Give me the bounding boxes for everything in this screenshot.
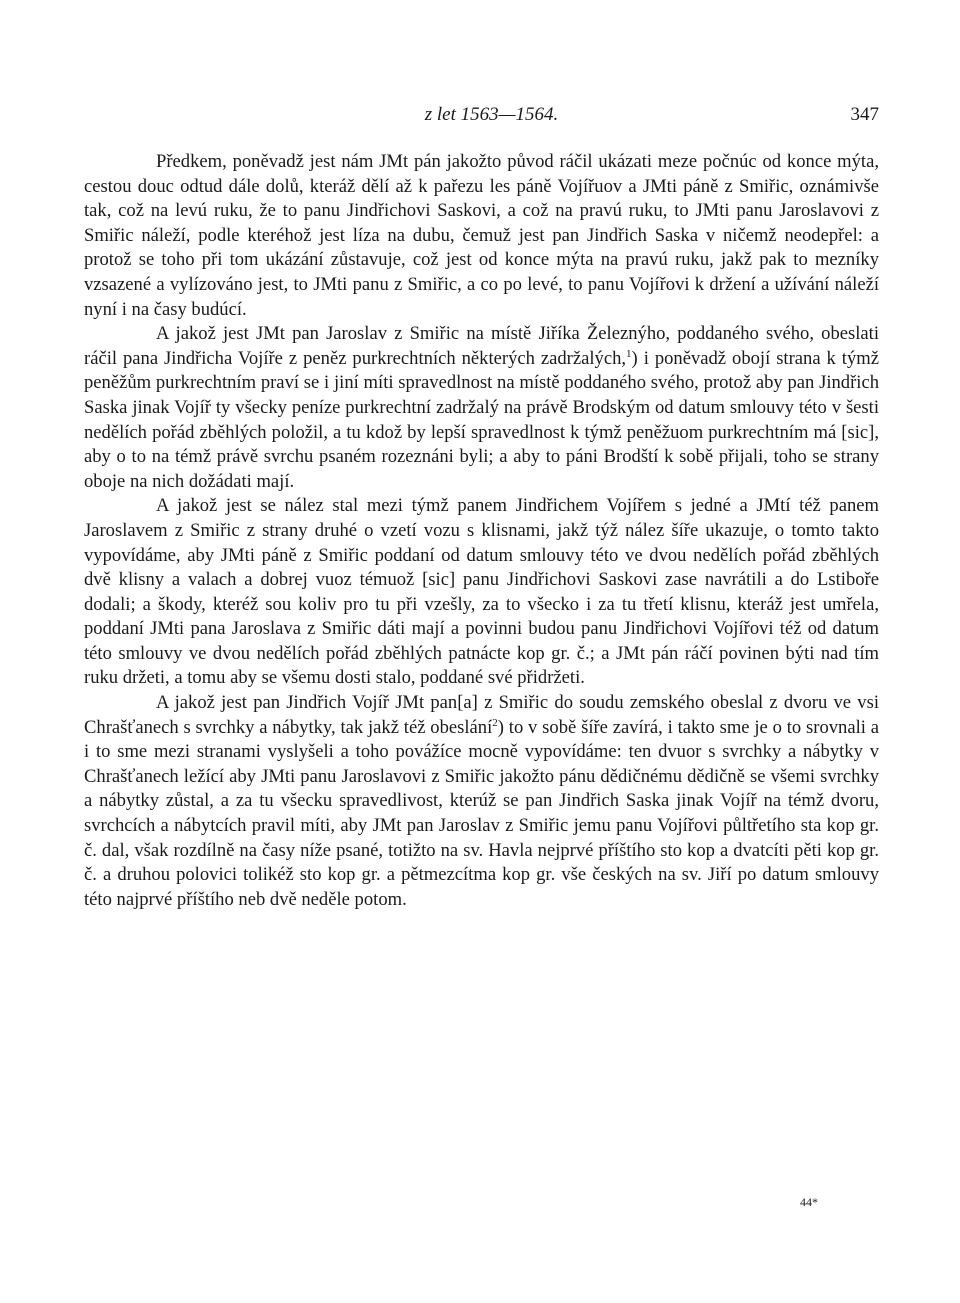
page-number: 347 [850,104,879,125]
paragraph-4-text-end: ) to v sobě šíře zavírá, i takto sme je o to srovnali a i to sme mezi stranami vyslyšeli a toho povážíce mocně vypovídáme: ten dvuor s svrchky a nábytky v Chrašťanech ležící aby JMti panu Jaroslavovi z Smiřic jakožto pánu dědičnému dědičně se všemi svrchky a nábytky zůstal, a za tu všecku spravedlivost, kterúž se pan Jindřich Saska jinak Vojíř na témž dvoru, svrchcích a nábytcích pravil míti, aby JMt pan Jaroslav z Smiřic jemu panu Vojířovi půltřetího sta kop gr. č. dal, však rozdílně na časy níže psané, totižto na sv. Havla nejprvé příštího sto kop a dvatcíti pěti kop gr. č. a druhou polovici tolikéž sto kop gr. a pětmezcítma kop gr. vše českých na sv. Jiří po datum smlouvy této najprvé příštího neb dvě neděle potom. [84,716,879,910]
paragraph-4-text-start: A jakož jest pan Jindřich Vojíř JMt pan[a] z Smiřic do soudu zemského obeslal z dvoru ve vsi Chrašťanech s svrchky a nábytky, tak jakž též obeslání [84,692,879,738]
running-title: z let 1563—1564. [424,104,559,125]
running-head [84,104,879,130]
paragraph-4 [84,691,879,912]
paragraph-2-text-end: ) i poněvadž obojí strana k týmž peněžům purkrechtním praví se i jiní míti spravedlnost na místě poddaného svého, protož aby pan Jindřich Saska jinak Vojíř ty všecky peníze purkrechtní zadržalý na právě Brodským od datum smlouvy této v šesti nedělích pořád zběhlých položil, a tu kdož by lepší spravedlnost k týmž peněžuom purkrechtním má [sic], aby o to na témž právě svrchu psaném rozeznáni byli; a aby to páni Brodští k sobě přijali, toho se strany oboje na nich dožádati mají. [84,347,879,492]
paragraph-2 [84,322,879,494]
signature-mark: 44* [800,1195,818,1209]
paragraph-3 [84,494,879,691]
paragraph-2-text-start: A jakož jest JMt pan Jaroslav z Smiřic na místě Jiříka Železnýho, poddaného svého, obeslati ráčil pana Jindřicha Vojíře z peněz purkrechtních některých zadržalých, [84,323,879,369]
body-text [84,150,879,912]
footnote-ref-1: 1 [626,347,632,360]
footnote-ref-2: 2 [492,716,498,729]
paragraph-1 [84,150,879,322]
paragraph-3-text: A jakož jest se nález stal mezi týmž panem Jindřichem Vojířem s jedné a JMtí též panem Jaroslavem z Smiřic z strany druhé o vzetí vozu s klisnami, jakž týž nález šíře ukazuje, o tomto takto vypovídáme, aby JMti páně z Smiřic poddaní od datum smlouvy této ve dvou nedělích pořád zběhlých dvě klisny a valach a dobrej vuoz témuož [sic] panu Jindřichovi Saskovi zase navrátili a do Lstiboře dodali; a škody, kteréž sou koliv pro tu při vzešly, za to všecko i za tu třetí klisnu, kteráž jest umřela, poddaní JMti pana Jaroslava z Smiřic dáti mají a povinni budou panu Jindřichovi Vojířovi též od datum této smlouvy ve dvou nedělích pořád zběhlých patnácte kop gr. č.; a JMt pán ráčí povinen býti nad tím ruku držeti, a tomu aby se všemu dosti stalo, poddané své přidržeti. [84,495,879,689]
paragraph-1-text: Předkem, poněvadž jest nám JMt pán jakožto původ ráčil ukázati meze počnúc od konce mýta, cestou douc odtud dále dolů, kteráž dělí až k pařezu les páně Vojířuov a JMti páně z Smiřic, oznámivše tak, což na levú ruku, že to panu Jindřichovi Saskovi, a což na pravú ruku, to JMti panu Jaroslavovi z Smiřic náleží, podle kteréhož jest líza na dubu, čemuž jest pan Jindřich Saska v ničemž neodepřel: a protož se toho při tom ukázání zůstavuje, což jest od konce mýta na pravú ruku, jakž pak to mezníky vzsazené a vylízováno jest, to JMti panu z Smiřic, a co po levé, to panu Vojířovi k držení a užívání náleží nyní i na časy budúcí. [84,151,879,320]
